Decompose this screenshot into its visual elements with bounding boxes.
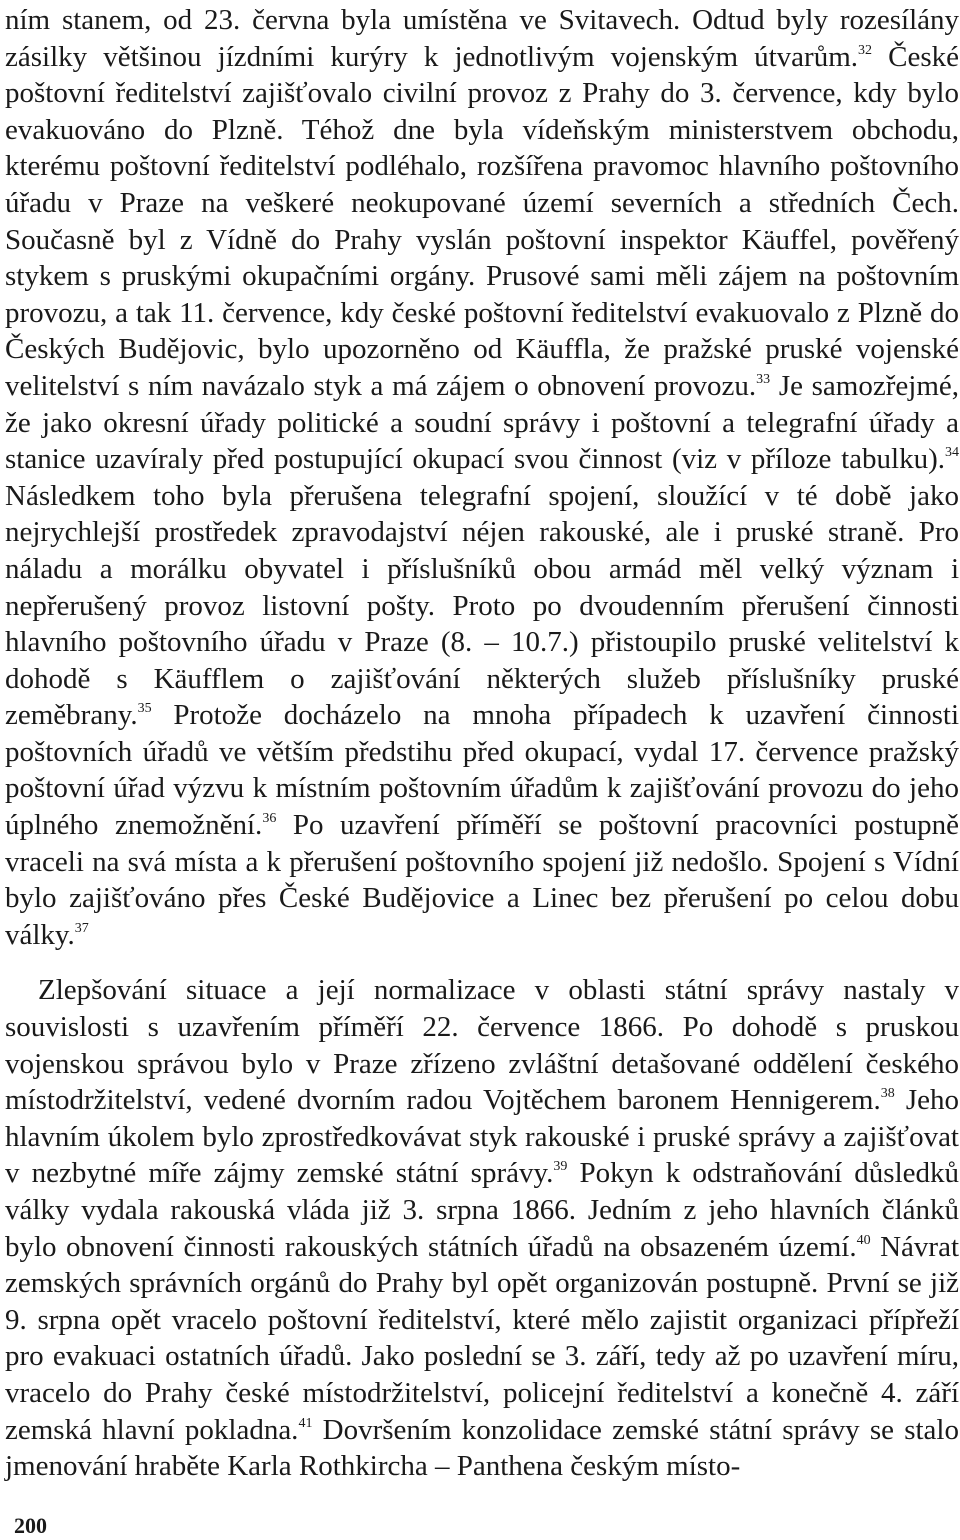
body-paragraph-2	[5, 972, 959, 1484]
body-paragraph-1	[5, 2, 959, 953]
footnote-ref-34: 34	[945, 445, 959, 461]
document-page	[5, 2, 959, 1540]
paragraph-text: Je samozřejmé, že jako okresní úřady politické a soudní správy i poštovní a telegrafní úřady a stanice uzavíraly před postupující okupací svou činnost (viz v příloze tabulku).	[5, 369, 959, 476]
paragraph-text: Protože docházelo na mnoha případech k uzavření činnosti poštovních úřadů ve větším předstihu před okupací, vydal 17. července pražský poštovní úřad výzvu k místním poštovním úřadům k zajišťování provozu do jeho úplného znemožnění.	[5, 699, 959, 842]
page-number: 200	[14, 1513, 47, 1538]
footnote-ref-33: 33	[756, 371, 771, 387]
footnote-ref-36: 36	[262, 811, 277, 827]
paragraph-text: Dovršením konzolidace zemské státní správy se stalo jmenování hraběte Karla Rothkircha – Panthena českým místo-	[5, 1413, 959, 1483]
footnote-ref-40: 40	[856, 1232, 871, 1248]
paragraph-text: České poštovní ředitelství zajišťovalo civilní provoz z Prahy do 3. července, kdy bylo evakuováno do Plzně. Téhož dne byla vídeňským ministerstvem obchodu, kterému poštovní ředitelství podléhalo, rozšířena pravomoc hlavního poštovního úřadu v Praze na veškeré neokupované území severních a středních Čech. Současně byl z Vídně do Prahy vyslán poštovní inspektor Käuffel, pověřený stykem s pruskými okupačními orgány. Prusové sami měli zájem na poštovním provozu, a tak 11. července, kdy české poštovní ředitelství evakuovalo z Plzně do Českých Budějovic, bylo upozorněno od Käuffla, že pražské pruské vojenské velitelství s ním navázalo styk a má zájem o obnovení provozu.	[5, 40, 960, 402]
paragraph-text: Zlepšování situace a její normalizace v oblasti státní správy nastaly v souvislosti s uzavřením příměří 22. července 1866. Po dohodě s pruskou vojenskou správou bylo v Praze zřízeno zvláštní detašované oddělení českého místodržitelství, vedené dvorním radou Vojtěchem baronem Hennigerem.	[5, 974, 959, 1117]
footnote-ref-32: 32	[858, 42, 873, 58]
paragraph-text: Jeho hlavním úkolem bylo zprostředkovávat styk rakouské i pruské správy a zajišťovat v nezbytné míře zájmy zemské státní správy.	[5, 1084, 959, 1190]
paragraph-text: ním stanem, od 23. června byla umístěna ve Svitavech. Odtud byly rozesílány zásilky většinou jízdními kurýry k jednotlivým vojenským útvarům.	[5, 4, 959, 73]
footnote-ref-38: 38	[880, 1086, 895, 1102]
footnote-ref-35: 35	[137, 701, 152, 717]
footnote-ref-37: 37	[74, 920, 89, 936]
paragraph-text: Po uzavření příměří se poštovní pracovníci postupně vraceli na svá místa a k přerušení poštovního spojení již nedošlo. Spojení s Vídní bylo zajišťováno přes České Budějovice a Linec bez přerušení po celou dobu války.	[5, 809, 959, 951]
footnote-ref-41: 41	[298, 1415, 313, 1431]
paragraph-text: Návrat zemských správních orgánů do Prahy byl opět organizován postupně. První se již 9. srpna opět vracelo poštovní ředitelství, které mělo zajistit organizaci přípřeží pro evakuaci ostatních úřadů. Jako poslední se 3. září, tedy až po uzavření míru, vracelo do Prahy české místodržitelství, policejní ředitelství a konečně 4. září zemská hlavní pokladna.	[5, 1230, 959, 1446]
paragraph-text: Pokyn k odstraňování důsledků války vydala rakouská vláda již 3. srpna 1866. Jedním z jeho hlavních článků bylo obnovení činnosti rakouských státních úřadů na obsazeném území.	[5, 1157, 959, 1263]
footnote-ref-39: 39	[553, 1159, 568, 1175]
paragraph-text: Následkem toho byla přerušena telegrafní spojení, sloužící v té době jako nejrychlejší prostředek zpravodajství néjen rakouské, ale i pruské straně. Pro náladu a morálku obyvatel i příslušníků obou armád měl velký význam i nepřerušený provoz listovní pošty. Proto po dvoudenním přerušení činnosti hlavního poštovního úřadu v Praze (8. – 10.7.) přistoupilo pruské velitelství k dohodě s Käufflem o zajišťování některých služeb příslušníky pruské zeměbrany.	[5, 479, 959, 732]
